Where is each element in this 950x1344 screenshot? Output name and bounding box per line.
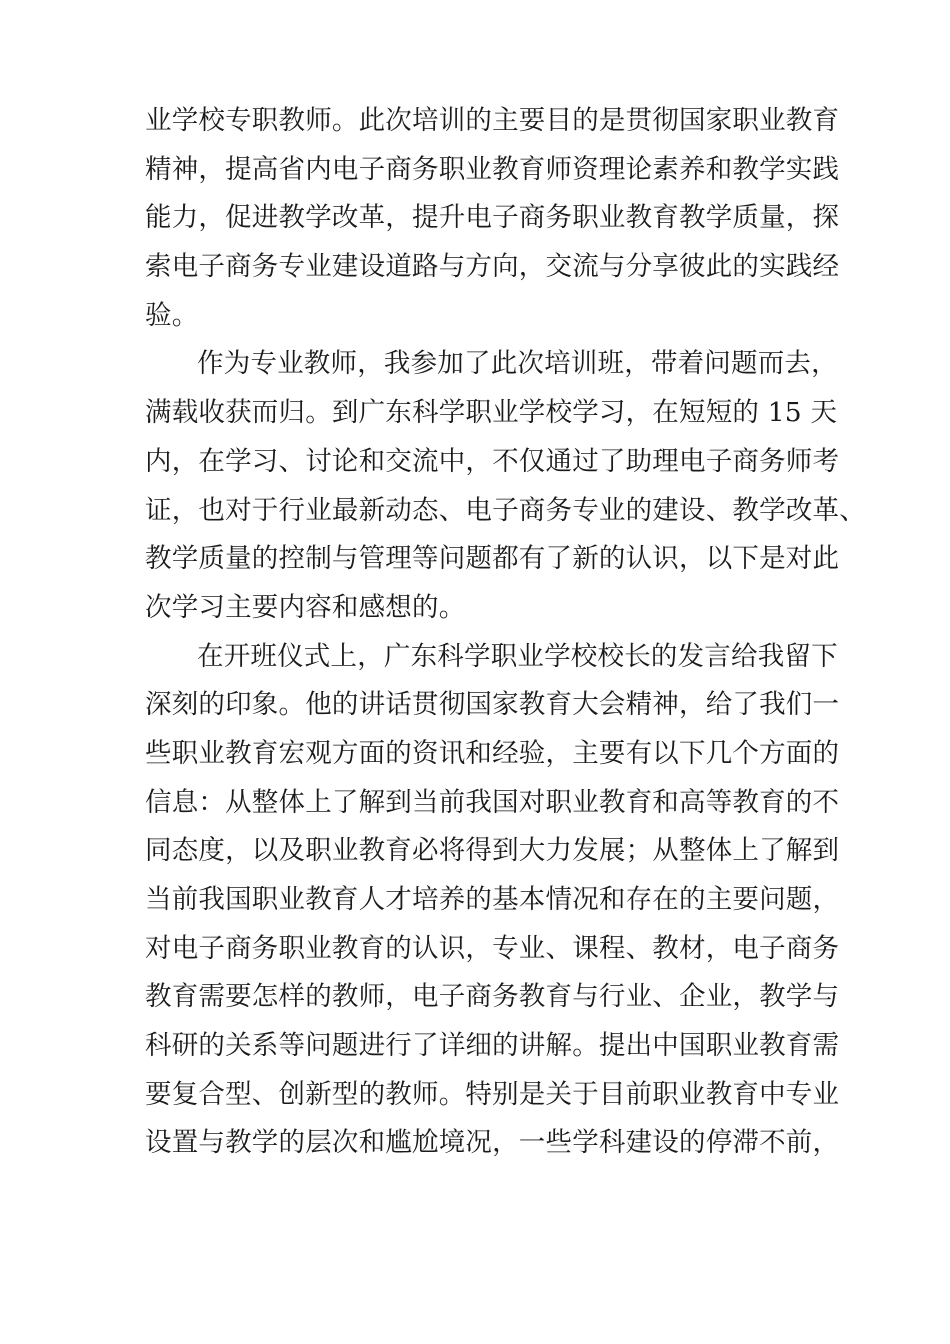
paragraph-first-line: 作为专业教师，我参加了此次培训班，带着问题而去，: [197, 348, 838, 380]
text-line: 次学习主要内容和感想的。: [145, 591, 466, 623]
text-line: 能力，促进教学改革，提升电子商务职业教育教学质量，探: [145, 202, 840, 234]
text-line: 些职业教育宏观方面的资讯和经验，主要有以下几个方面的: [145, 737, 840, 769]
text-line: 对电子商务职业教育的认识，专业、课程、教材，电子商务: [145, 932, 840, 964]
body-text: [145, 97, 866, 1168]
text-line: 要复合型、创新型的教师。特别是关于目前职业教育中专业: [145, 1078, 840, 1110]
text-line: 教学质量的控制与管理等问题都有了新的认识，以下是对此: [145, 543, 840, 575]
text-line: 索电子商务专业建设道路与方向，交流与分享彼此的实践经: [145, 251, 840, 283]
text-line: 科研的关系等问题进行了详细的讲解。提出中国职业教育需: [145, 1030, 840, 1062]
text-line: 业学校专职教师。此次培训的主要目的是贯彻国家职业教育: [145, 105, 840, 136]
text-line: 信息：从整体上了解到当前我国对职业教育和高等教育的不: [145, 786, 840, 818]
text-line: 满载收获而归。到广东科学职业学校学习，在短短的 15 天: [145, 397, 838, 429]
text-line: 深刻的印象。他的讲话贯彻国家教育大会精神，给了我们一: [145, 689, 840, 721]
text-line: 当前我国职业教育人才培养的基本情况和存在的主要问题，: [145, 884, 840, 915]
paragraph-first-line: 在开班仪式上，广东科学职业学校校长的发言给我留下: [197, 640, 838, 672]
text-line: 同态度，以及职业教育必将得到大力发展；从整体上了解到: [145, 835, 840, 867]
text-line: 内，在学习、讨论和交流中，不仅通过了助理电子商务师考: [145, 445, 840, 477]
text-line: 验。: [145, 299, 199, 331]
text-line: 精神，提高省内电子商务职业教育师资理论素养和教学实践: [145, 153, 840, 185]
text-line: 教育需要怎样的教师，电子商务教育与行业、企业，教学与: [145, 981, 840, 1013]
text-line: 设置与教学的层次和尴尬境况，一些学科建设的停滞不前，: [145, 1127, 840, 1159]
text-line: 证，也对于行业最新动态、电子商务专业的建设、教学改革、: [145, 494, 866, 526]
